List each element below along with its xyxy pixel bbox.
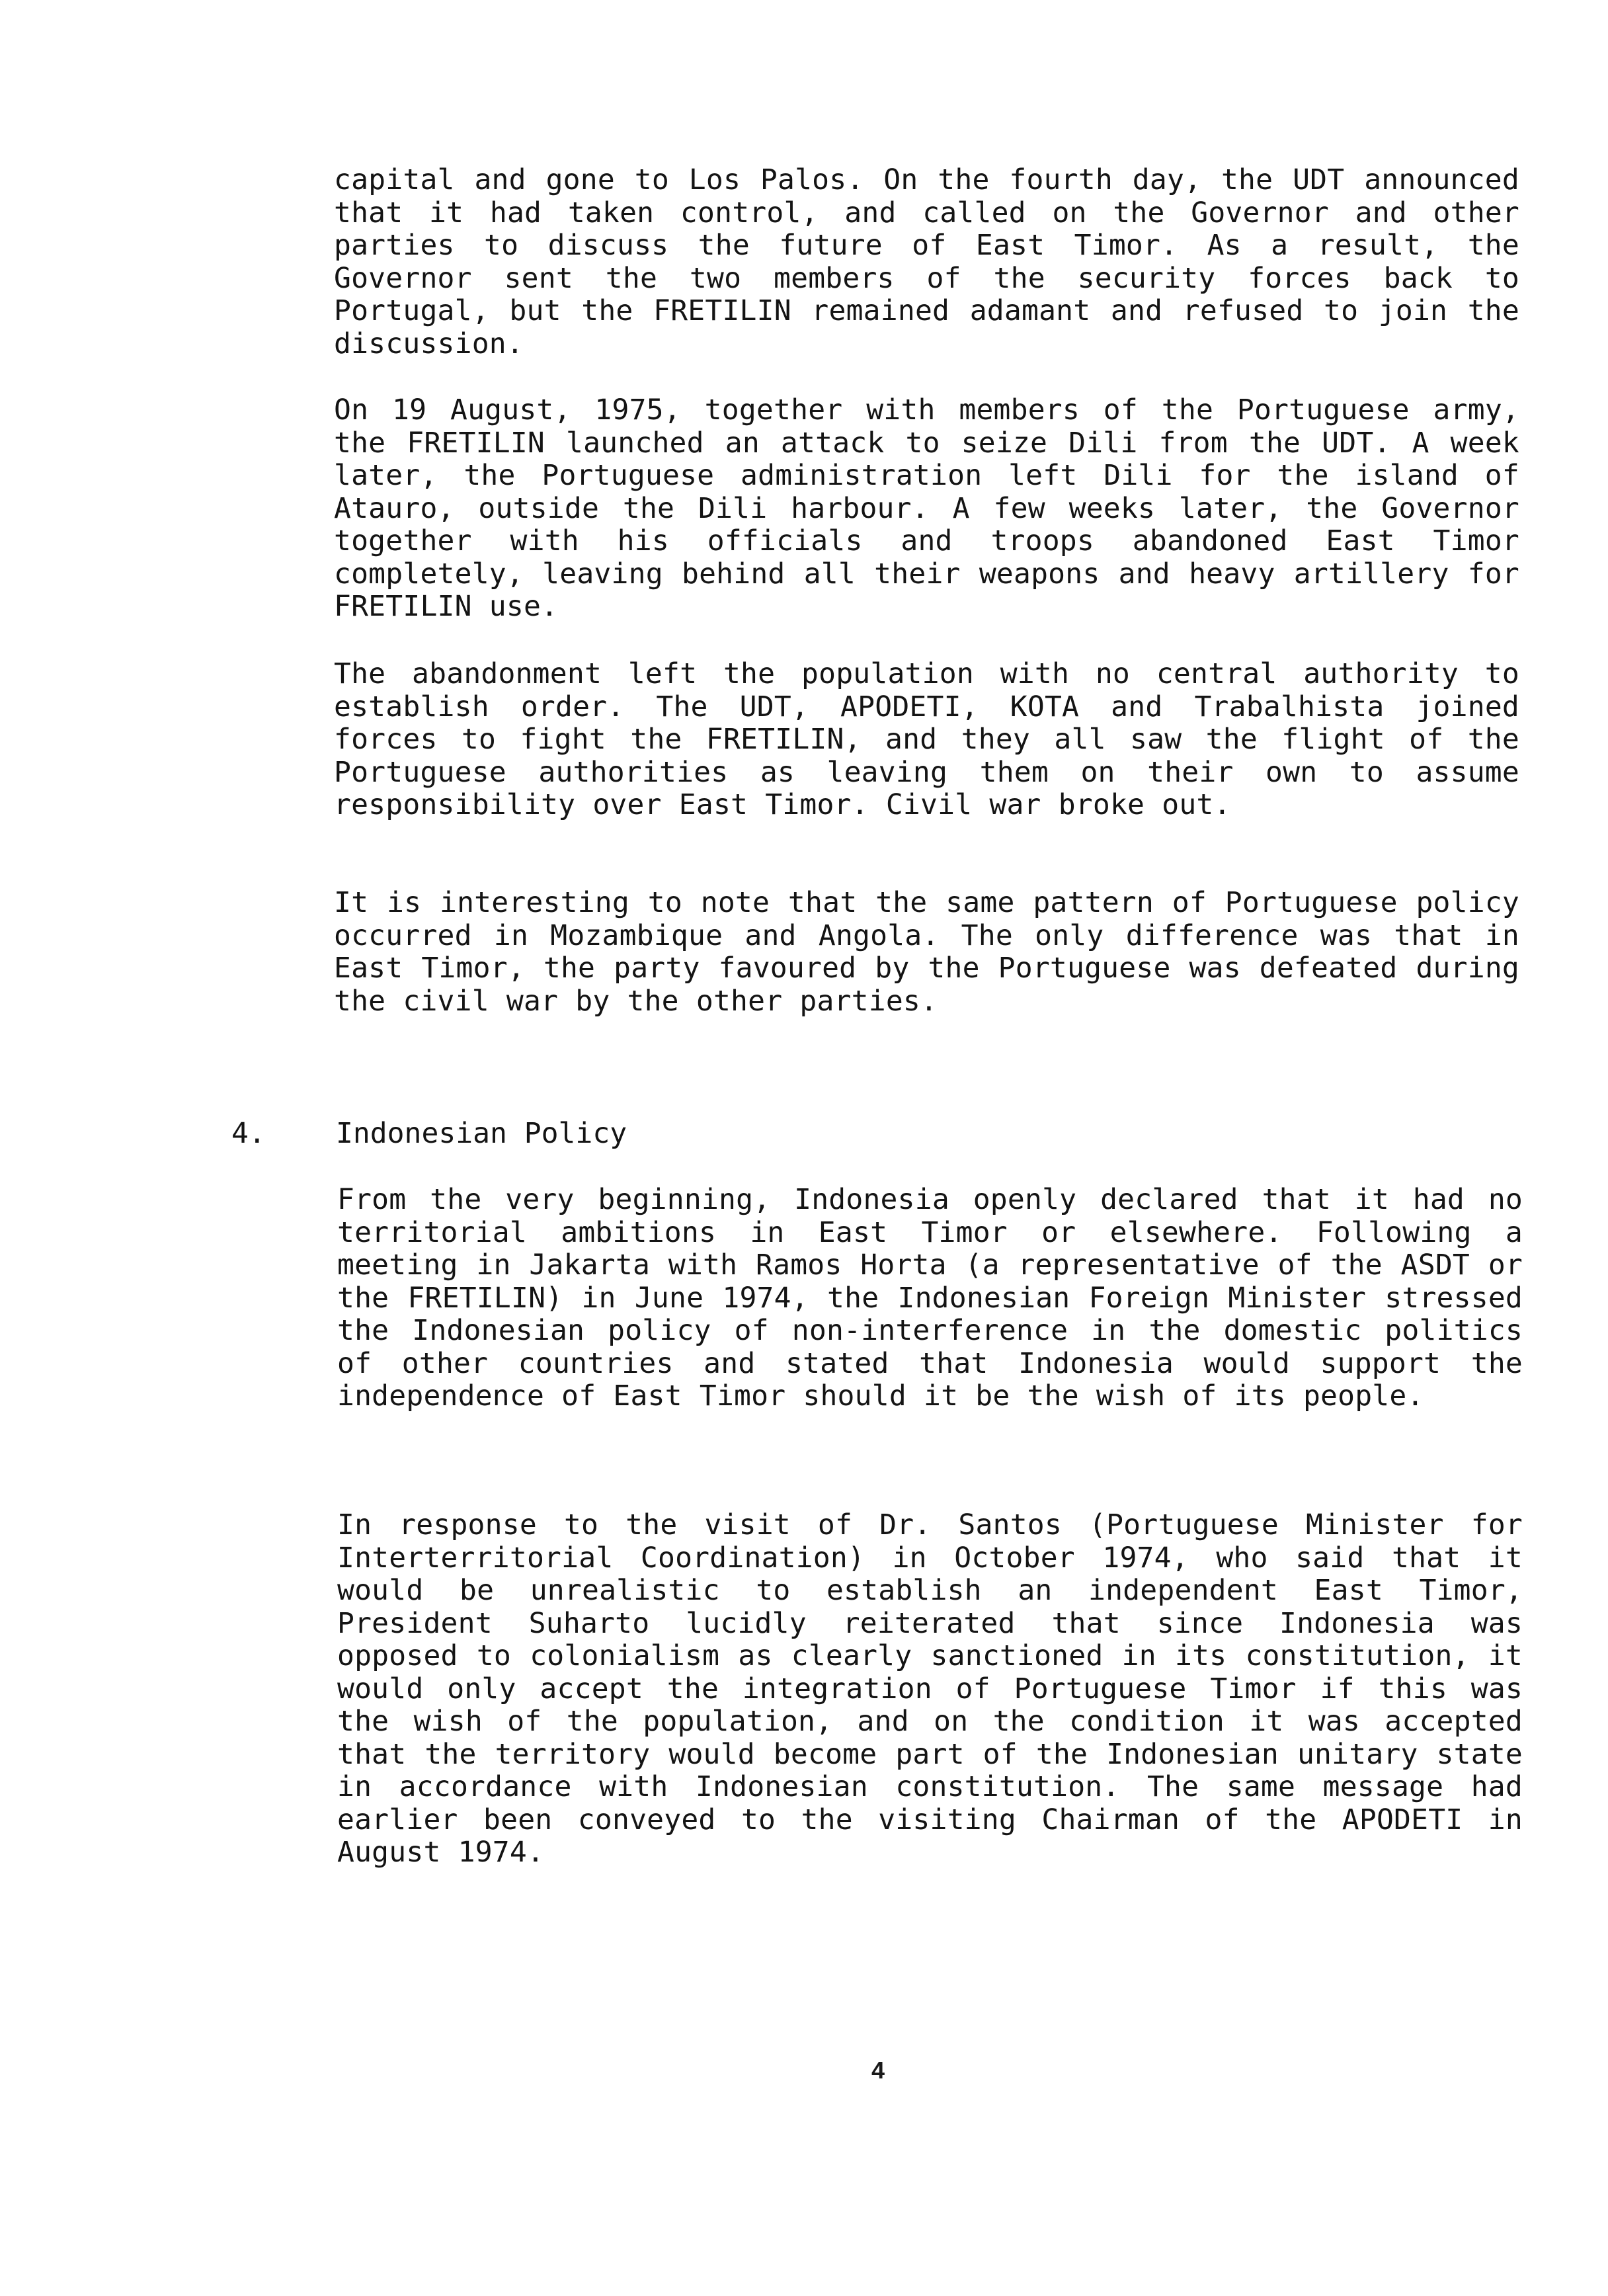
- paragraph-suharto-response: In response to the visit of Dr. Santos (Portuguese Minister for Interterritorial Coordination) in October 1974, who said that it would be unrealistic to establish an independent East Timor, President Suharto lucidly reiterated that since Indonesia was opposed to colonialism as clearly sanctioned in its constitution, it would only accept the integration of Portuguese Timor if this was the wish of the population, and on the condition it was accepted that the territory would become part of the Indonesian unitary state in accordance with Indonesian constitution. The same message had earlier been conveyed to the visiting Chairman of the APODETI in August 1974.: [337, 1508, 1523, 1869]
- paragraph-civil-war: The abandonment left the population with no central authority to establish order. The UDT, APODETI, KOTA and Trabalhista joined forces to fight the FRETILIN, and they all saw the flight of the Portuguese authorities as leaving them on their own to assume responsibility over East Timor. Civil war broke out.: [334, 657, 1519, 821]
- paragraph-portuguese-pattern: It is interesting to note that the same pattern of Portuguese policy occurred in Mozambique and Angola. The only difference was that in East Timor, the party favoured by the Portuguese was defeated during the civil war by the other parties.: [334, 886, 1519, 1018]
- paragraph-fretilin-capital: capital and gone to Los Palos. On the fourth day, the UDT announced that it had taken control, and called on the Governor and other parties to discuss the future of East Timor. As a result, the Governor sent the two members of the security forces back to Portugal, but the FRETILIN remained adamant and refused to join the discussion.: [334, 163, 1519, 360]
- paragraph-non-interference: From the very beginning, Indonesia openly declared that it had no territorial ambitions in East Timor or elsewhere. Following a meeting in Jakarta with Ramos Horta (a representative of the ASDT or the FRETILIN) in June 1974, the Indonesian Foreign Minister stressed the Indonesian policy of non-interference in the domestic politics of other countries and stated that Indonesia would support the independence of East Timor should it be the wish of its people.: [337, 1183, 1523, 1413]
- section-title: Indonesian Policy: [336, 1117, 627, 1150]
- page-number: 4: [871, 2057, 885, 2084]
- section-number: 4.: [231, 1117, 266, 1150]
- paragraph-attack-on-dili: On 19 August, 1975, together with members of the Portuguese army, the FRETILIN launched an attack to seize Dili from the UDT. A week later, the Portuguese administration left Dili for the island of Atauro, outside the Dili harbour. A few weeks later, the Governor together with his officials and troops abandoned East Timor completely, leaving behind all their weapons and heavy artillery for FRETILIN use.: [334, 393, 1519, 623]
